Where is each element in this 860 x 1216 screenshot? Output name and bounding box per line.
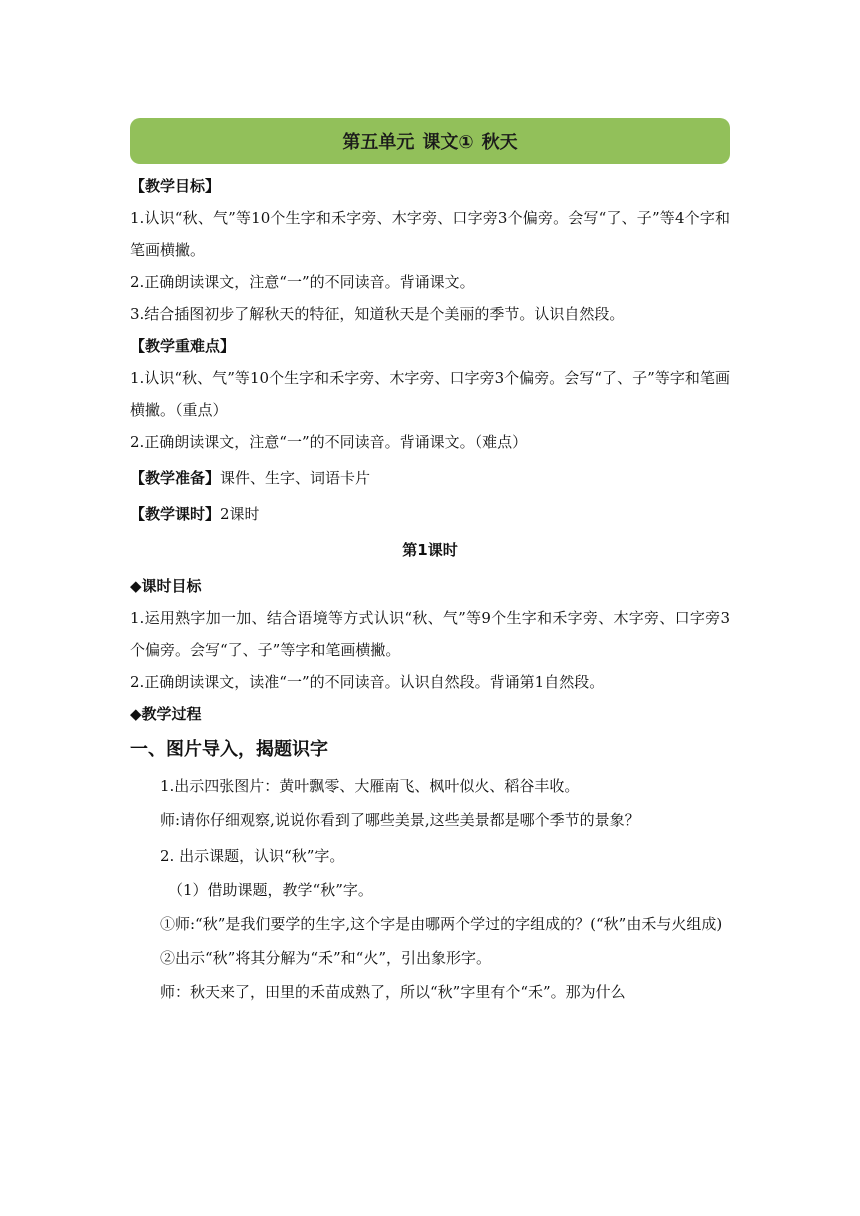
key-point-item: 1.认识“秋、气”等10个生字和禾字旁、木字旁、口字旁3个偏旁。会写“了、子”等字和笔画横撇。（重点）: [130, 369, 730, 419]
objective-item: 2.正确朗读课文，注意“一”的不同读音。背诵课文。: [130, 273, 475, 291]
period-title: 第1课时: [402, 541, 458, 559]
section-heading: 一、图片导入，揭题识字: [130, 739, 328, 760]
periods-line: [130, 498, 730, 530]
process-step: 1.出示四张图片：黄叶飘零、大雁南飞、枫叶似火、稻谷丰收。: [160, 777, 580, 795]
key-points-heading: 【教学重难点】: [130, 337, 236, 355]
period-goal-item: 2.正确朗读课文，读准“一”的不同读音。认识自然段。背诵第1自然段。: [130, 673, 605, 691]
process-step: ①师:“秋”是我们要学的生字,这个字是由哪两个学过的字组成的？(“秋”由禾与火组成): [160, 915, 723, 933]
objectives-heading: 【教学目标】: [130, 177, 221, 195]
objective-item: 3.结合插图初步了解秋天的特征，知道秋天是个美丽的季节。认识自然段。: [130, 305, 625, 323]
period-goal-item: 1.运用熟字加一加、结合语境等方式认识“秋、气”等9个生字和禾字旁、木字旁、口字旁3个偏旁。会写“了、子”等字和笔画横撇。: [130, 609, 730, 659]
lesson-plan-page: [130, 118, 730, 1008]
period-goals-heading: ◆课时目标: [130, 577, 202, 595]
lesson-title-bar: [130, 118, 730, 164]
key-point-item: 2.正确朗读课文，注意“一”的不同读音。背诵课文。（难点）: [130, 433, 528, 451]
process-step: 师:请你仔细观察,说说你看到了哪些美景,这些美景都是哪个季节的景象？: [160, 811, 640, 829]
preparation-line: [130, 462, 730, 494]
process-step: （1）借助课题，教学“秋”字。: [168, 881, 373, 899]
process-heading: ◆教学过程: [130, 705, 202, 723]
process-step: 师：秋天来了，田里的禾苗成熟了，所以“秋”字里有个“禾”。那为什么: [160, 983, 626, 1001]
objective-item: 1.认识“秋、气”等10个生字和禾字旁、木字旁、口字旁3个偏旁。会写“了、子”等4个字和笔画横撇。: [130, 209, 730, 259]
unit-label: 第五单元: [342, 132, 415, 153]
preparation-heading: 【教学准备】: [130, 469, 221, 487]
periods-text: 2课时: [220, 505, 260, 523]
preparation-text: 课件、生字、词语卡片: [220, 469, 371, 487]
process-step: 2. 出示课题，认识“秋”字。: [160, 847, 345, 865]
lesson-label: 课文①: [422, 132, 474, 153]
process-step: ②出示“秋”将其分解为“禾”和“火”，引出象形字。: [160, 949, 492, 967]
periods-heading: 【教学课时】: [130, 505, 221, 523]
lesson-name: 秋天: [481, 132, 518, 153]
